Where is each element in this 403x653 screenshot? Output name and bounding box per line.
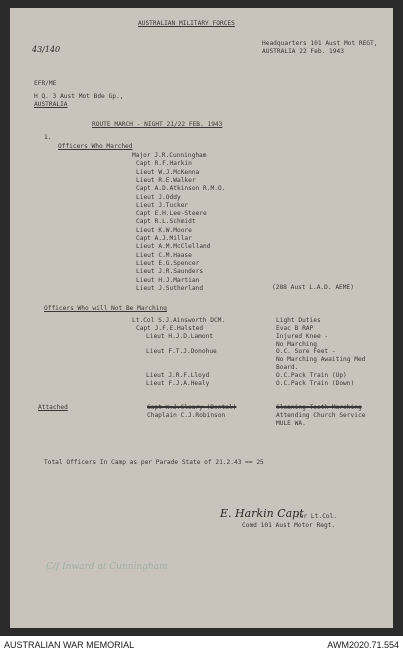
attached-struck-reason: Cleaning Teeth Marching [276, 404, 362, 411]
officer-marched-entry: Capt R.F.Harkin [136, 160, 192, 168]
not-marching-reason: O.C.Pack Train (Up) [276, 372, 347, 379]
officer-marched-entry: Lieut H.J.Martian [136, 276, 200, 284]
to-line-2: AUSTRALIA [34, 101, 68, 108]
officer-marched-entry: Capt A.D.Atkinson R.M.O. [136, 185, 226, 193]
not-marching-reason: O.C. Sore Feet - [276, 348, 336, 355]
sutherland-note: (288 Aust L.A.D. AEME) [272, 284, 354, 291]
not-marching-name: Lieut F.J.A.Healy [146, 380, 210, 387]
pencil-note: C/f Inward at Cunningham [46, 562, 168, 572]
footer-bar [0, 636, 403, 653]
section-not-marching: Officers Who will Not Be Marching [44, 305, 167, 312]
total-officers-line: Total Officers In Camp as per Parade State of 21.2.43 == 25 [44, 459, 264, 466]
header-title: AUSTRALIAN MILITARY FORCES [138, 20, 235, 27]
not-marching-name: Lt.Col S.J.Ainsworth DCM. [132, 317, 226, 324]
not-marching-reason: Board. [276, 364, 299, 371]
officer-marched-entry: Lieut J.Oddy [136, 193, 181, 201]
hq-line-2: AUSTRALIA 22 Feb. 1943 [262, 48, 344, 55]
not-marching-reason: No Marching [276, 341, 317, 348]
not-marching-name: Lieut F.T.J.Donohue [146, 348, 217, 355]
officer-marched-entry: Lieut J.Sutherland [136, 284, 204, 292]
paragraph-number: 1. [44, 134, 52, 141]
to-line-1: H Q. 3 Aust Mot Bde Gp., [34, 93, 124, 100]
ref-code: EFR/ME [34, 80, 57, 87]
not-marching-name: Capt J.F.E.Halsted [136, 325, 204, 332]
officer-marched-entry: Lieut E.G.Spencer [136, 259, 200, 267]
officer-marched-entry: Lieut J.Tucker [136, 201, 189, 209]
hq-line-1: Headquarters 101 Aust Mot REGT, [262, 40, 378, 47]
attached-name: Chaplain C.J.Robinson [147, 412, 226, 419]
officer-marched-entry: Capt A.J.Millar [136, 235, 192, 242]
officer-marched-entry: Lieut K.W.Moore [136, 226, 192, 234]
not-marching-reason: O.C.Pack Train (Down) [276, 380, 355, 387]
attached-struck-name: Capt W.J.Cleary (Dental) [147, 404, 237, 411]
officer-marched-entry: Lieut W.J.McKenna [136, 168, 200, 176]
officer-marched-entry: Major J.R.Cunningham [132, 152, 207, 159]
not-marching-name: Lieut J.R.F.Lloyd [146, 372, 210, 379]
not-marching-reason: Evac B RAP [276, 325, 314, 332]
signature-for: for Lt.Col. [296, 513, 337, 520]
not-marching-reason: No Marching Awaiting Med [276, 356, 366, 363]
officer-marched-entry: Lieut R.E.Walker [136, 176, 196, 184]
officer-marched-entry: Capt E.H.Lee-Steere [136, 210, 207, 218]
officer-marched-entry: Lieut C.M.Haase [136, 251, 192, 259]
attached-label: Attached [38, 404, 68, 411]
not-marching-reason: Injured Knee - [276, 333, 329, 340]
signature-title: Comd 101 Aust Motor Regt. [242, 522, 336, 529]
not-marching-name: Lieut H.J.D.Lamont [146, 333, 214, 340]
section-officers-marched: Officers Who Marched [58, 143, 133, 150]
document-page [10, 8, 393, 628]
signature: E. Harkin Capt [220, 507, 304, 520]
footer-institution: AUSTRALIAN WAR MEMORIAL [4, 640, 135, 650]
handwritten-ref-number: 43/140 [32, 45, 61, 54]
officer-marched-entry: Capt R.L.Schmidt [136, 218, 196, 226]
attached-reason-line-2: MULE WA. [276, 420, 306, 427]
footer-catalogue-id: AWM2020.71.554 [327, 640, 399, 650]
subject-line: ROUTE MARCH - NIGHT 21/22 FEB. 1943 [92, 121, 223, 128]
officer-marched-entry: Lieut A.M.McClelland [136, 243, 211, 251]
officer-marched-entry: Lieut J.R.Saunders [136, 268, 204, 276]
attached-reason-line-1: Attending Church Service [276, 412, 366, 419]
not-marching-reason: Light Duties [276, 317, 321, 324]
